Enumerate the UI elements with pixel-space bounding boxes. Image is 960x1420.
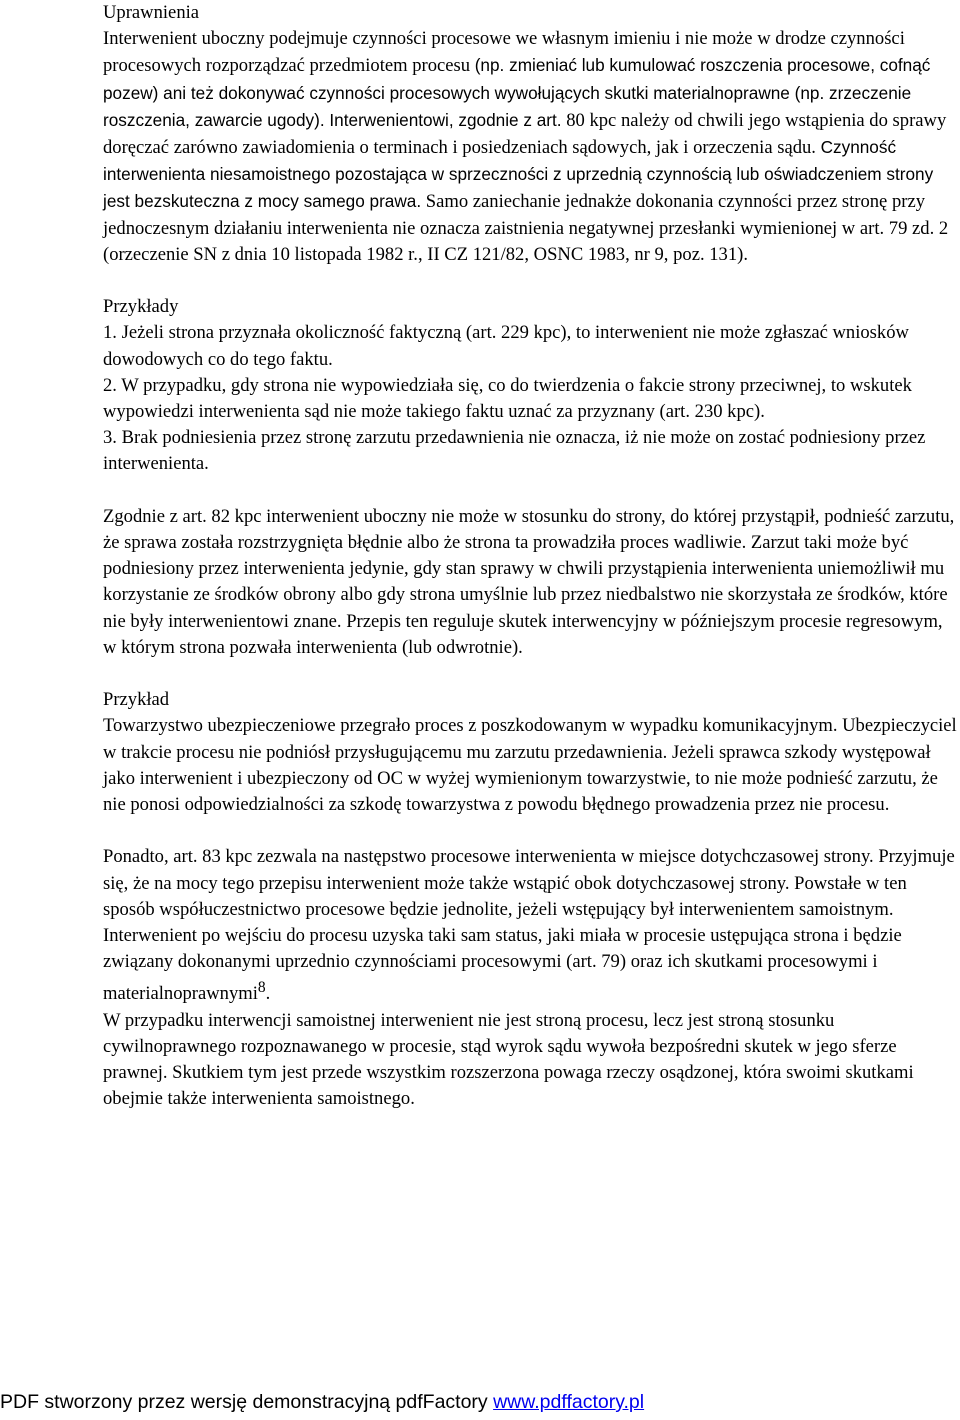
example-item-3: 3. Brak podniesienia przez stronę zarzutu przedawnienia nie oznacza, iż nie może on zostać podniesiony przez interwenienta.	[103, 427, 926, 475]
section-heading-przyklady: Przykłady	[103, 296, 179, 318]
paragraph-uprawnienia-part-4: Czynność interwenienta niesamoistnego pozostająca w sprzeczności z uprzednią czynnością lub oświadczeniem strony jest bezskuteczna z mocy samego prawa.	[103, 137, 934, 212]
paragraph-ponadto-text: Ponadto, art. 83 kpc zezwala na następstwo procesowe interwenienta w miejsce dotychczasowej strony. Przyjmuje się, że na mocy tego przepisu interwenient może także wstąpić obok dotychczasowej strony. Powstałe w ten sposób współuczestnictwo procesowe będzie jednolite, jeżeli wstępujący był interwenientem samoistnym. Interwenient po wejściu do procesu uzyska taki sam status, jaki miała w procesie ustępująca strona i będzie związany dokonanymi uprzednio czynnościami procesowymi (art. 79) oraz ich skutkami procesowymi i materialnoprawnymi	[103, 846, 955, 1005]
paragraph-uprawnienia-part-1: Interwenient uboczny podejmuje czynności procesowe we własnym imieniu i nie może w drodze czynności procesowych rozporządzać przedmiotem procesu	[103, 28, 905, 77]
paragraph-gap	[103, 818, 960, 844]
footnote-reference[interactable]: 8	[257, 979, 266, 997]
paragraph-zarzut: Zgodnie z art. 82 kpc interwenient uboczny nie może w stosunku do strony, do której przystąpił, podnieść zarzutu, że sprawa została rozstrzygnięta błędnie albo że strona ta prowadziła proces wadliwie. Zarzut taki może być podniesiony przez interwenienta jedynie, gdy stan sprawy w chwili przystąpienia interwenienta uniemożliwił mu korzystanie ze środków obrony albo gdy strona umyślnie lub przez niedbalstwo nie skorzystała ze środków, które nie były interwenientowi znane. Przepis ten reguluje skutek interwencyjny w późniejszym procesie regresowym, w którym strona pozwała interwenienta (lub odwrotnie).	[103, 505, 955, 658]
paragraph-ponadto	[103, 844, 960, 1007]
paragraph-uprawnienia-part-3: 80 kpc należy od chwili jego wstąpienia do sprawy doręczać zarówno zawiadomienia o terminach i posiedzeniach sądowych, jak i orzeczenia sądu.	[103, 109, 947, 159]
section-heading-przyklad: Przykład	[103, 689, 170, 711]
paragraph-gap	[103, 268, 960, 294]
paragraph-uprawnienia-part-5: Samo zaniechanie jednakże dokonania czynności przez stronę przy jednoczesnym działaniu interwenienta nie oznacza zaistnienia negatywnej przesłanki wymienionej w art. 79 zd. 2 (orzeczenie SN z dnia 10 listopada 1982 r., II CZ 121/82, OSNC 1983, nr 9, poz. 131).	[103, 191, 949, 265]
footer-text: PDF stworzony przez wersję demonstracyjną pdfFactory	[0, 1391, 494, 1413]
paragraph-gap	[103, 478, 960, 504]
footer-link[interactable]: www.pdffactory.pl	[493, 1391, 645, 1413]
paragraph-przyklad: Towarzystwo ubezpieczeniowe przegrało proces z poszkodowanym w wypadku komunikacyjnym. Ubezpieczyciel w trakcie procesu nie podniósł przysługującemu mu zarzutu przedawnienia. Jeżeli sprawca szkody występował jako interwenient i ubezpieczony od OC w wyżej wymienionym towarzystwie, to nie może podnieść zarzutu, że nie ponosi odpowiedzialności za szkodę towarzystwa z powodu błędnego prowadzenia przez nie procesu.	[103, 715, 957, 816]
paragraph-gap	[103, 661, 960, 687]
paragraph-uprawnienia-part-2: (np. zmieniać lub kumulować roszczenia procesowe, cofnąć pozew) ani też dokonywać czynności procesowych wywołujących skutki materialnoprawne (np. zrzeczenie roszczenia, zawarcie ugody). Interwenientowi, zgodnie z art.	[103, 55, 931, 130]
paragraph-uprawnienia	[103, 26, 960, 268]
example-item-2: 2. W przypadku, gdy strona nie wypowiedziała się, co do twierdzenia o fakcie strony przeciwnej, to wskutek wypowiedzi interwenienta sąd nie może takiego faktu uznać za przyznany (art. 230 kpc).	[103, 374, 912, 423]
paragraph-interwencja-samoistna: W przypadku interwencji samoistnej interwenient nie jest stroną procesu, lecz jest stroną stosunku cywilnoprawnego rozpoznawanego w procesie, stąd wyrok sądu wywoła bezpośredni skutek w jego sferze prawnej. Skutkiem tym jest przede wszystkim rozszerzona powaga rzeczy osądzonej, która swoimi skutkami obejmie także interwenienta samoistnego.	[103, 1009, 914, 1110]
pdf-footer	[0, 1389, 960, 1415]
document-page	[103, 0, 960, 1113]
section-heading-uprawnienia: Uprawnienia	[103, 2, 200, 23]
paragraph-ponadto-end: .	[265, 983, 271, 1005]
example-item-1: 1. Jeżeli strona przyznała okoliczność faktyczną (art. 229 kpc), to interwenient nie może zgłaszać wniosków dowodowych co do tego faktu.	[103, 322, 909, 370]
